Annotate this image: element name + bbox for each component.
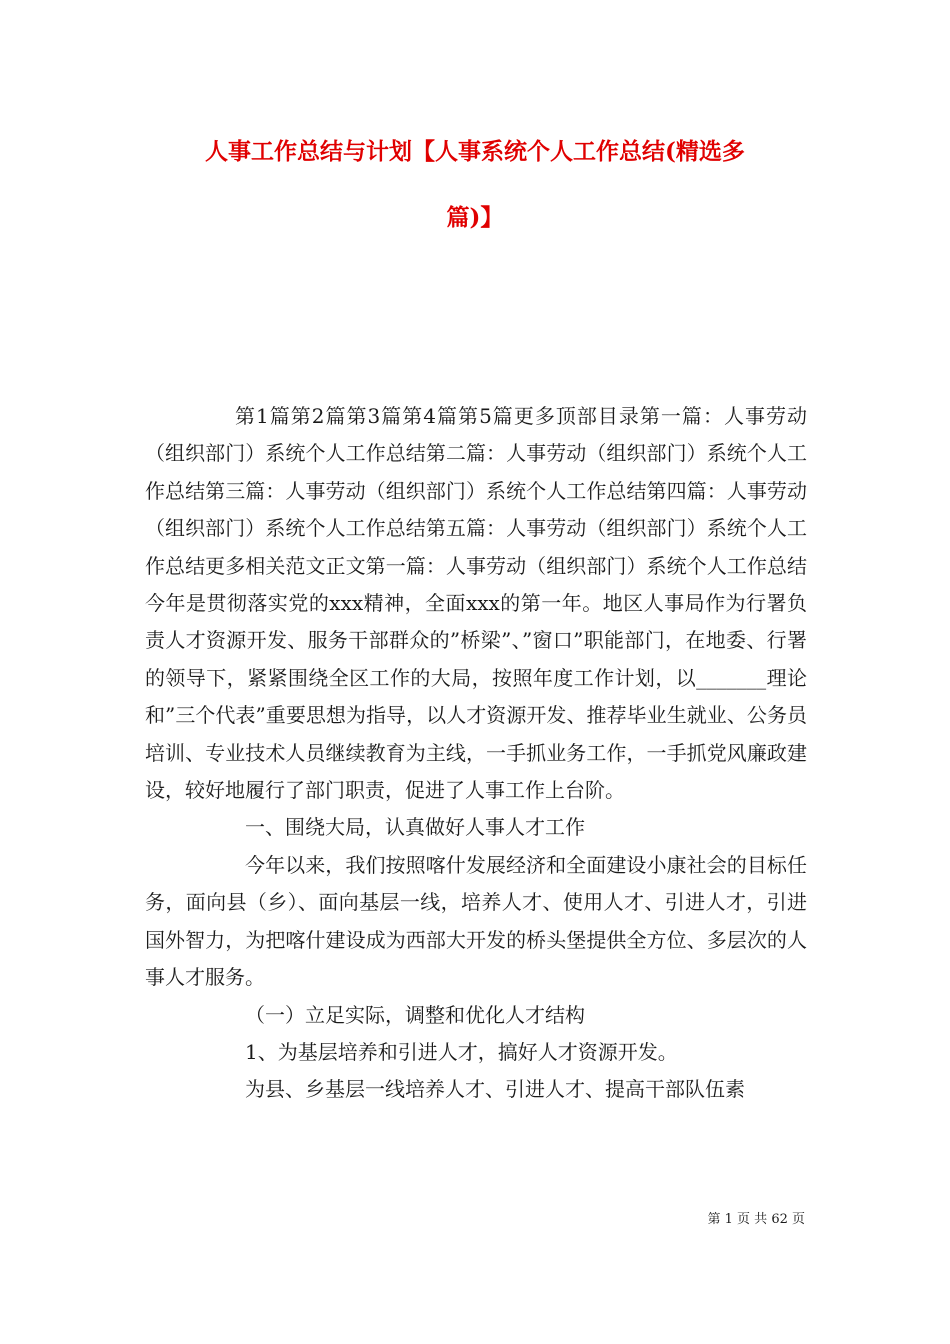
subsection-heading-1: （一）立足实际，调整和优化人才结构 xyxy=(245,1002,585,1027)
section-heading-1: 一、围绕大局，认真做好人事人才工作 xyxy=(245,815,585,840)
body-paragraph-intro: 第1篇第2篇第3篇第4篇第5篇更多顶部目录第一篇：人事劳动（组织部门）系统个人工作总结第二篇：人事劳动（组织部门）系统个人工作总结第三篇：人事劳动（组织部门）系统个人工作总结第四篇：人事劳动（组织部门）系统个人工作总结第五篇：人事劳动（组织部门）系统个人工作总结更多相关范文正文第一篇：人事劳动（组织部门）系统个人工作总结今年是贯彻落实党的xxx精神，全面xxx的第一年。地区人事局作为行署负责人才资源开发、服务干部群众的”桥梁”、”窗口”职能部门，在地委、行署的领导下，紧紧围绕全区工作的大局，按照年度工作计划，以_______理论和”三个代表”重要思想为指导，以人才资源开发、推荐毕业生就业、公务员培训、专业技术人员继续教育为主线，一手抓业务工作，一手抓党风廉政建设，较好地履行了部门职责，促进了人事工作上台阶。 xyxy=(145,404,807,803)
body-paragraph-continued: 为县、乡基层一线培养人才、引进人才、提高干部队伍素 xyxy=(245,1077,745,1102)
document-title-line-1: 人事工作总结与计划【人事系统个人工作总结(精选多 xyxy=(205,138,745,165)
body-paragraph: 今年以来，我们按照喀什发展经济和全面建设小康社会的目标任务，面向县（乡）、面向基层一线，培养人才、使用人才、引进人才，引进国外智力，为把喀什建设成为西部大开发的桥头堡提供全方位、多层次的人事人才服务。 xyxy=(145,852,807,990)
document-title-line-2: 篇)】 xyxy=(446,204,504,231)
page-number-footer: 第 1 页 共 62 页 xyxy=(707,1212,805,1227)
list-item-1: 1、为基层培养和引进人才，搞好人才资源开发。 xyxy=(245,1039,678,1064)
document-body xyxy=(145,398,807,1109)
